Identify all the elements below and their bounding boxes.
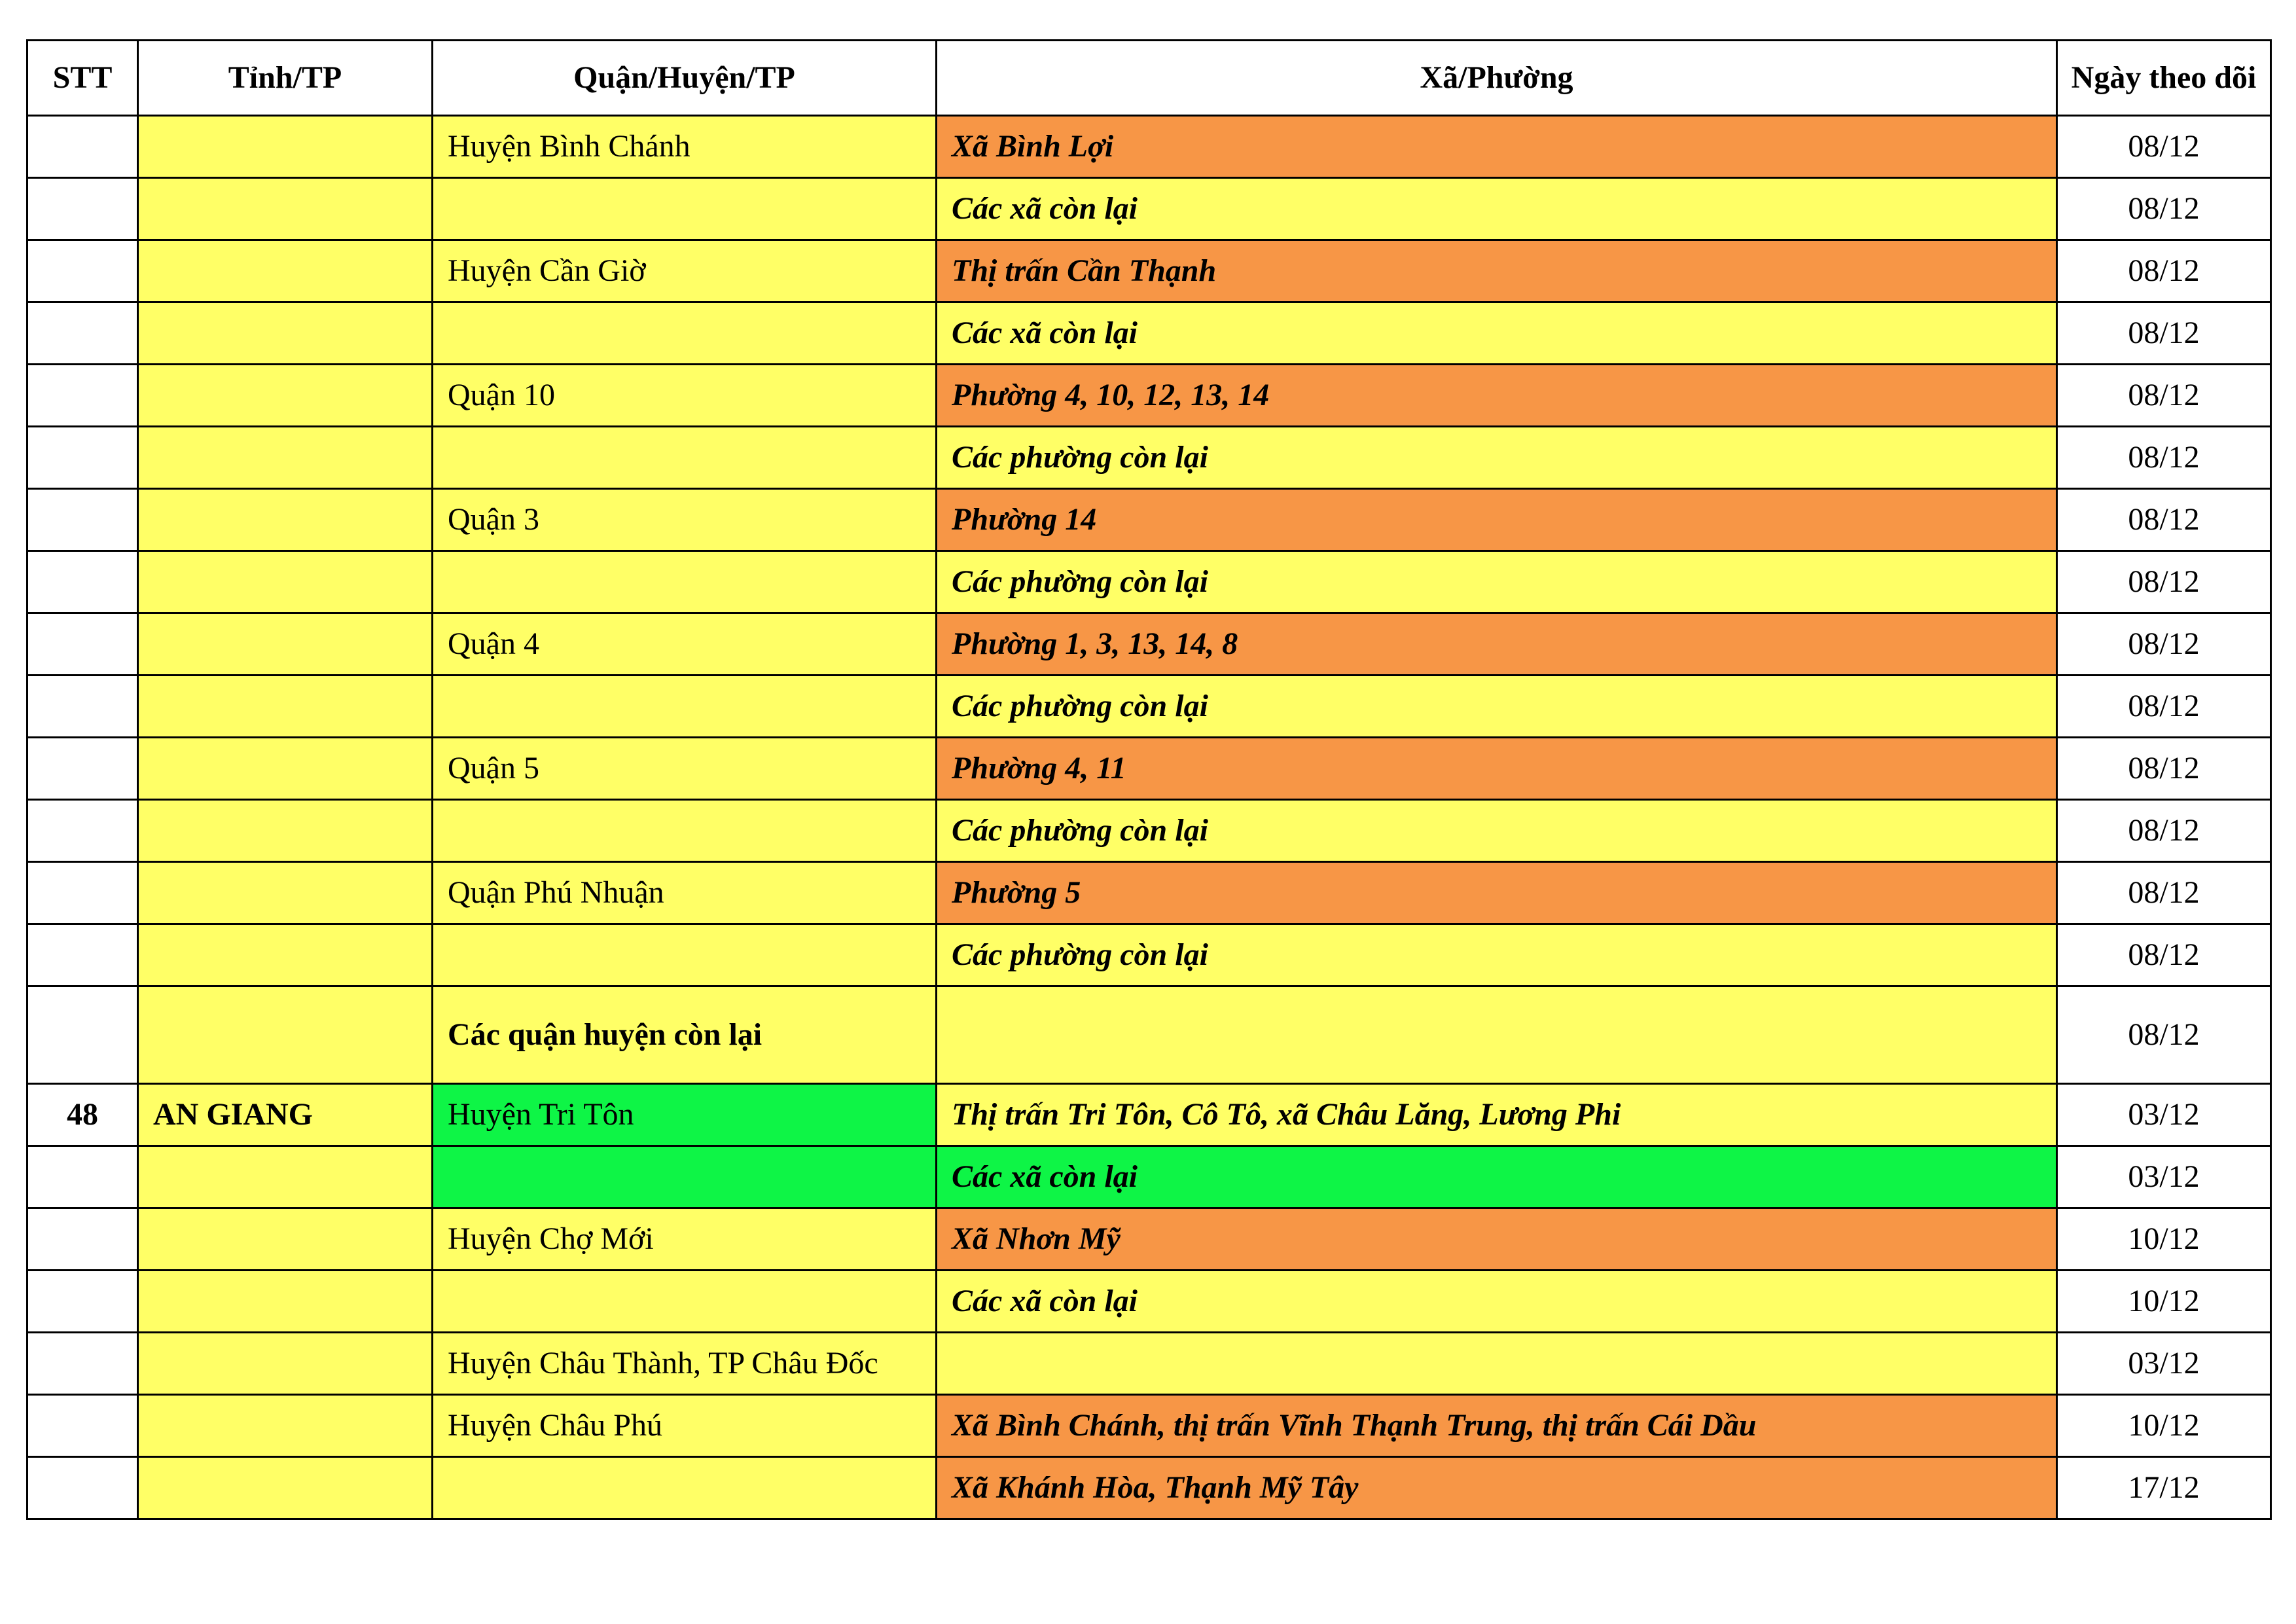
- table-row: [27, 862, 2271, 924]
- district-cell: Quận 3: [433, 489, 937, 551]
- ward-cell: Phường 4, 10, 12, 13, 14: [937, 365, 2057, 427]
- stt-cell: [27, 1395, 138, 1457]
- table-row: [27, 551, 2271, 613]
- date-cell: 08/12: [2057, 986, 2271, 1084]
- ward-cell: Các xã còn lại: [937, 178, 2057, 240]
- district-cell: [433, 551, 937, 613]
- date-cell: 08/12: [2057, 116, 2271, 178]
- district-cell: [433, 427, 937, 489]
- district-cell: Các quận huyện còn lại: [433, 986, 937, 1084]
- ward-cell: Xã Khánh Hòa, Thạnh Mỹ Tây: [937, 1457, 2057, 1519]
- header-ward: Xã/Phường: [937, 41, 2057, 116]
- stt-cell: [27, 924, 138, 986]
- date-cell: 10/12: [2057, 1208, 2271, 1271]
- district-cell: [433, 800, 937, 862]
- table-row: [27, 676, 2271, 738]
- ward-cell: Các phường còn lại: [937, 800, 2057, 862]
- ward-cell: Thị trấn Tri Tôn, Cô Tô, xã Châu Lăng, Lương Phi: [937, 1084, 2057, 1146]
- ward-cell: Các phường còn lại: [937, 427, 2057, 489]
- stt-cell: [27, 178, 138, 240]
- province-cell: [138, 489, 433, 551]
- province-cell: [138, 986, 433, 1084]
- stt-cell: [27, 551, 138, 613]
- province-cell: [138, 1395, 433, 1457]
- province-cell: [138, 551, 433, 613]
- table-row: [27, 365, 2271, 427]
- date-cell: 08/12: [2057, 365, 2271, 427]
- date-cell: 08/12: [2057, 427, 2271, 489]
- district-cell: Quận Phú Nhuận: [433, 862, 937, 924]
- district-cell: [433, 178, 937, 240]
- table-row: [27, 924, 2271, 986]
- ward-cell: Các xã còn lại: [937, 302, 2057, 365]
- province-cell: [138, 178, 433, 240]
- header-stt: STT: [27, 41, 138, 116]
- table-row: [27, 800, 2271, 862]
- district-cell: [433, 1457, 937, 1519]
- stt-cell: [27, 427, 138, 489]
- stt-cell: [27, 489, 138, 551]
- province-cell: [138, 302, 433, 365]
- table-row: [27, 178, 2271, 240]
- province-cell: [138, 1333, 433, 1395]
- province-cell: AN GIANG: [138, 1084, 433, 1146]
- ward-cell: Các xã còn lại: [937, 1146, 2057, 1208]
- province-cell: [138, 738, 433, 800]
- table-row: [27, 738, 2271, 800]
- stt-cell: [27, 862, 138, 924]
- date-cell: 08/12: [2057, 862, 2271, 924]
- stt-cell: [27, 676, 138, 738]
- tracking-table: [26, 39, 2272, 1520]
- province-cell: [138, 1146, 433, 1208]
- stt-cell: [27, 1146, 138, 1208]
- date-cell: 08/12: [2057, 240, 2271, 302]
- date-cell: 03/12: [2057, 1333, 2271, 1395]
- date-cell: 08/12: [2057, 676, 2271, 738]
- table-row: [27, 613, 2271, 676]
- ward-cell: Xã Bình Lợi: [937, 116, 2057, 178]
- date-cell: 03/12: [2057, 1146, 2271, 1208]
- table-row: [27, 116, 2271, 178]
- stt-cell: [27, 1457, 138, 1519]
- stt-cell: [27, 613, 138, 676]
- ward-cell: [937, 986, 2057, 1084]
- table-row: [27, 1146, 2271, 1208]
- ward-cell: Xã Bình Chánh, thị trấn Vĩnh Thạnh Trung, thị trấn Cái Dầu: [937, 1395, 2057, 1457]
- ward-cell: Thị trấn Cần Thạnh: [937, 240, 2057, 302]
- date-cell: 10/12: [2057, 1395, 2271, 1457]
- district-cell: [433, 924, 937, 986]
- date-cell: 08/12: [2057, 489, 2271, 551]
- header-district: Quận/Huyện/TP: [433, 41, 937, 116]
- stt-cell: [27, 800, 138, 862]
- table-row: [27, 427, 2271, 489]
- date-cell: 08/12: [2057, 924, 2271, 986]
- district-cell: Huyện Châu Thành, TP Châu Đốc: [433, 1333, 937, 1395]
- stt-cell: 48: [27, 1084, 138, 1146]
- date-cell: 10/12: [2057, 1271, 2271, 1333]
- district-cell: Quận 10: [433, 365, 937, 427]
- district-cell: Huyện Châu Phú: [433, 1395, 937, 1457]
- stt-cell: [27, 986, 138, 1084]
- district-cell: [433, 302, 937, 365]
- header-row: [27, 41, 2271, 116]
- province-cell: [138, 116, 433, 178]
- ward-cell: Các phường còn lại: [937, 551, 2057, 613]
- table-row: [27, 489, 2271, 551]
- stt-cell: [27, 738, 138, 800]
- district-cell: Huyện Cần Giờ: [433, 240, 937, 302]
- header-date: Ngày theo dõi: [2057, 41, 2271, 116]
- district-cell: Huyện Chợ Mới: [433, 1208, 937, 1271]
- table-row: [27, 240, 2271, 302]
- table-row: [27, 1208, 2271, 1271]
- table-row: [27, 1333, 2271, 1395]
- province-cell: [138, 365, 433, 427]
- date-cell: 08/12: [2057, 178, 2271, 240]
- province-cell: [138, 924, 433, 986]
- date-cell: 17/12: [2057, 1457, 2271, 1519]
- district-cell: Quận 4: [433, 613, 937, 676]
- date-cell: 08/12: [2057, 613, 2271, 676]
- date-cell: 03/12: [2057, 1084, 2271, 1146]
- ward-cell: [937, 1333, 2057, 1395]
- province-cell: [138, 1457, 433, 1519]
- province-cell: [138, 1208, 433, 1271]
- ward-cell: Phường 1, 3, 13, 14, 8: [937, 613, 2057, 676]
- ward-cell: Phường 14: [937, 489, 2057, 551]
- stt-cell: [27, 116, 138, 178]
- table-body: [27, 116, 2271, 1519]
- table-row: [27, 1271, 2271, 1333]
- district-cell: Huyện Tri Tôn: [433, 1084, 937, 1146]
- district-cell: [433, 1146, 937, 1208]
- stt-cell: [27, 1333, 138, 1395]
- date-cell: 08/12: [2057, 551, 2271, 613]
- header-province: Tỉnh/TP: [138, 41, 433, 116]
- ward-cell: Các xã còn lại: [937, 1271, 2057, 1333]
- province-cell: [138, 676, 433, 738]
- province-cell: [138, 862, 433, 924]
- ward-cell: Các phường còn lại: [937, 924, 2057, 986]
- date-cell: 08/12: [2057, 302, 2271, 365]
- ward-cell: Xã Nhơn Mỹ: [937, 1208, 2057, 1271]
- district-cell: [433, 1271, 937, 1333]
- table-row: [27, 1084, 2271, 1146]
- stt-cell: [27, 1208, 138, 1271]
- stt-cell: [27, 365, 138, 427]
- date-cell: 08/12: [2057, 738, 2271, 800]
- table-row: [27, 1457, 2271, 1519]
- table-row: [27, 302, 2271, 365]
- ward-cell: Các phường còn lại: [937, 676, 2057, 738]
- province-cell: [138, 240, 433, 302]
- stt-cell: [27, 240, 138, 302]
- province-cell: [138, 800, 433, 862]
- ward-cell: Phường 5: [937, 862, 2057, 924]
- table-row: [27, 1395, 2271, 1457]
- table-row: [27, 986, 2271, 1084]
- date-cell: 08/12: [2057, 800, 2271, 862]
- district-cell: Quận 5: [433, 738, 937, 800]
- district-cell: [433, 676, 937, 738]
- ward-cell: Phường 4, 11: [937, 738, 2057, 800]
- province-cell: [138, 613, 433, 676]
- stt-cell: [27, 1271, 138, 1333]
- district-cell: Huyện Bình Chánh: [433, 116, 937, 178]
- stt-cell: [27, 302, 138, 365]
- province-cell: [138, 1271, 433, 1333]
- province-cell: [138, 427, 433, 489]
